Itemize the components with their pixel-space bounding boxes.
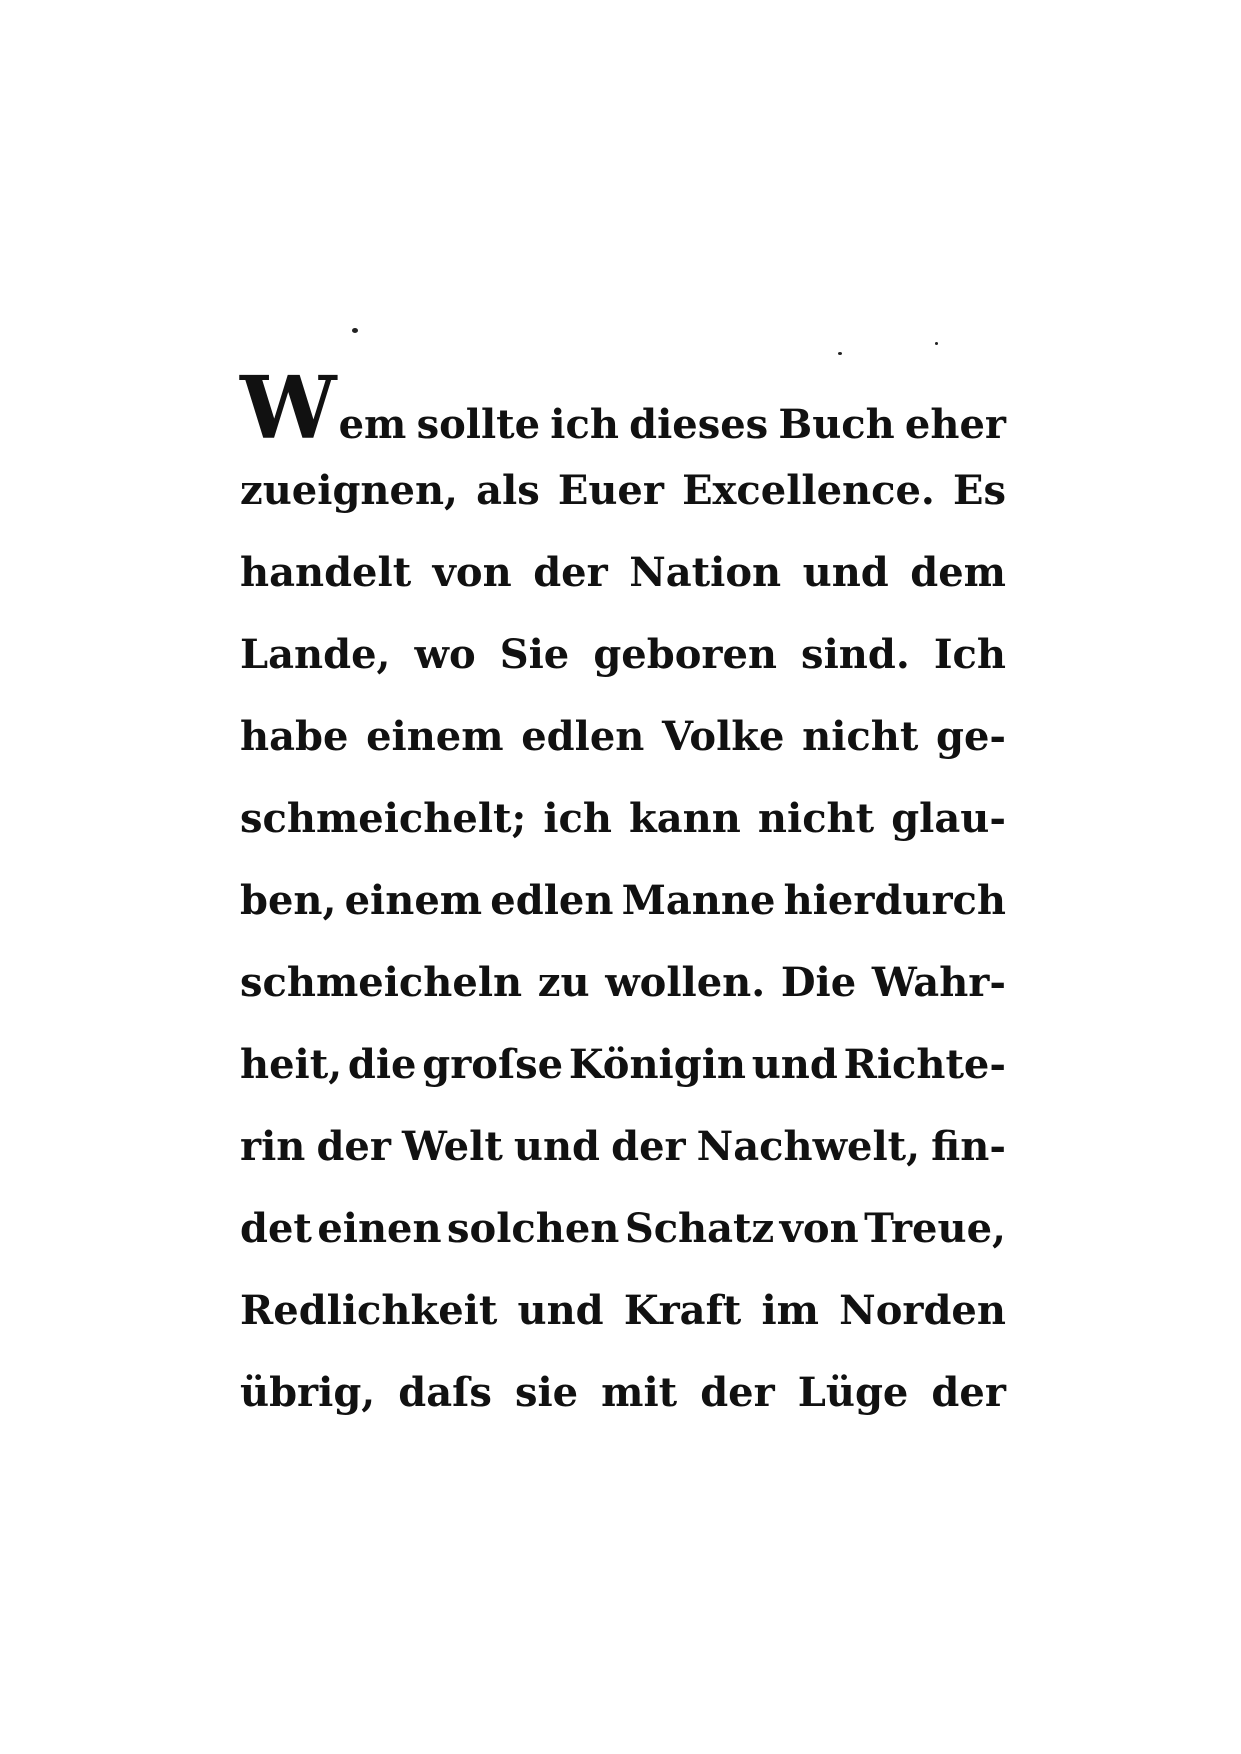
word: wo <box>414 631 476 678</box>
word: ich <box>550 401 619 448</box>
word: sollte <box>416 401 541 448</box>
word: Lüge <box>797 1369 909 1416</box>
word: der <box>700 1369 775 1416</box>
dedication-text <box>240 358 1006 1434</box>
word: der <box>931 1369 1006 1416</box>
word: ge- <box>935 713 1006 760</box>
word: schmeicheln <box>240 959 523 1006</box>
word: Wahr- <box>871 959 1006 1006</box>
drop-cap-initial: W <box>240 358 337 459</box>
word: Excellence. <box>682 467 935 514</box>
word: Richte- <box>843 1041 1006 1088</box>
word: wollen. <box>605 959 766 1006</box>
word: Norden <box>839 1287 1006 1334</box>
word: Schatz <box>624 1205 775 1252</box>
word: und <box>513 1123 601 1170</box>
word: Kraft <box>623 1287 742 1334</box>
word: Ich <box>933 631 1006 678</box>
word: Königin <box>568 1041 746 1088</box>
word: handelt <box>240 549 412 596</box>
text-line-12 <box>240 1270 1006 1352</box>
word: heit, <box>240 1041 343 1088</box>
word: Volke <box>662 713 785 760</box>
word: kann <box>629 795 741 842</box>
text-line-1 <box>240 358 1006 459</box>
text-line-5 <box>240 696 1006 778</box>
word: daſs <box>398 1369 492 1416</box>
word: ich <box>543 795 612 842</box>
word: die <box>347 1041 417 1088</box>
text-line-2 <box>240 450 1006 532</box>
word: Manne <box>621 877 776 924</box>
word: von <box>432 549 512 596</box>
word: Sie <box>499 631 570 678</box>
word: nicht <box>757 795 875 842</box>
word: zu <box>537 959 590 1006</box>
word: habe <box>240 713 349 760</box>
print-speck <box>838 352 842 355</box>
word: solchen <box>447 1205 620 1252</box>
word: ben, <box>240 877 337 924</box>
word: Treue, <box>864 1205 1006 1252</box>
word: nicht <box>802 713 919 760</box>
word: fin- <box>931 1123 1006 1170</box>
word: einen <box>317 1205 442 1252</box>
word: edlen <box>521 713 645 760</box>
word: Buch <box>778 401 895 448</box>
word: dieses <box>629 401 769 448</box>
word: und <box>751 1041 838 1088</box>
word: Es <box>952 467 1006 514</box>
word: zueignen, <box>240 467 458 514</box>
word: sie <box>514 1369 579 1416</box>
word: edlen <box>490 877 614 924</box>
text-line-3 <box>240 532 1006 614</box>
word: glau- <box>891 795 1006 842</box>
word: und <box>802 549 889 596</box>
word: det <box>240 1205 312 1252</box>
word: schmeichelt; <box>240 795 527 842</box>
word: mit <box>601 1369 678 1416</box>
text-line-9 <box>240 1024 1006 1106</box>
print-speck <box>352 328 358 333</box>
word: von <box>779 1205 859 1252</box>
text-line-7 <box>240 860 1006 942</box>
word: Euer <box>557 467 664 514</box>
word: eher <box>904 401 1006 448</box>
word: übrig, <box>240 1369 376 1416</box>
word: Lande, <box>240 631 391 678</box>
text-line-4 <box>240 614 1006 696</box>
word: als <box>476 467 540 514</box>
word: Die <box>780 959 857 1006</box>
print-speck <box>935 342 938 345</box>
word: im <box>761 1287 819 1334</box>
word: Redlichkeit <box>240 1287 498 1334</box>
word: Nation <box>629 549 782 596</box>
text-line-11 <box>240 1188 1006 1270</box>
word: einem <box>366 713 504 760</box>
word: dem <box>910 549 1006 596</box>
word: einem <box>344 877 483 924</box>
text-line-13 <box>240 1352 1006 1434</box>
word: hierdurch <box>783 877 1006 924</box>
word: der <box>611 1123 686 1170</box>
word: Welt <box>402 1123 503 1170</box>
text-lines <box>240 450 1006 1434</box>
word: rin <box>240 1123 306 1170</box>
word: em <box>338 401 407 448</box>
word: der <box>316 1123 391 1170</box>
text-line-6 <box>240 778 1006 860</box>
word: der <box>533 549 608 596</box>
text-line-10 <box>240 1106 1006 1188</box>
word: sind. <box>801 631 910 678</box>
text-line-8 <box>240 942 1006 1024</box>
word: groſse <box>422 1041 564 1088</box>
word: geboren <box>593 631 777 678</box>
word: Nachwelt, <box>696 1123 921 1170</box>
word: und <box>517 1287 604 1334</box>
